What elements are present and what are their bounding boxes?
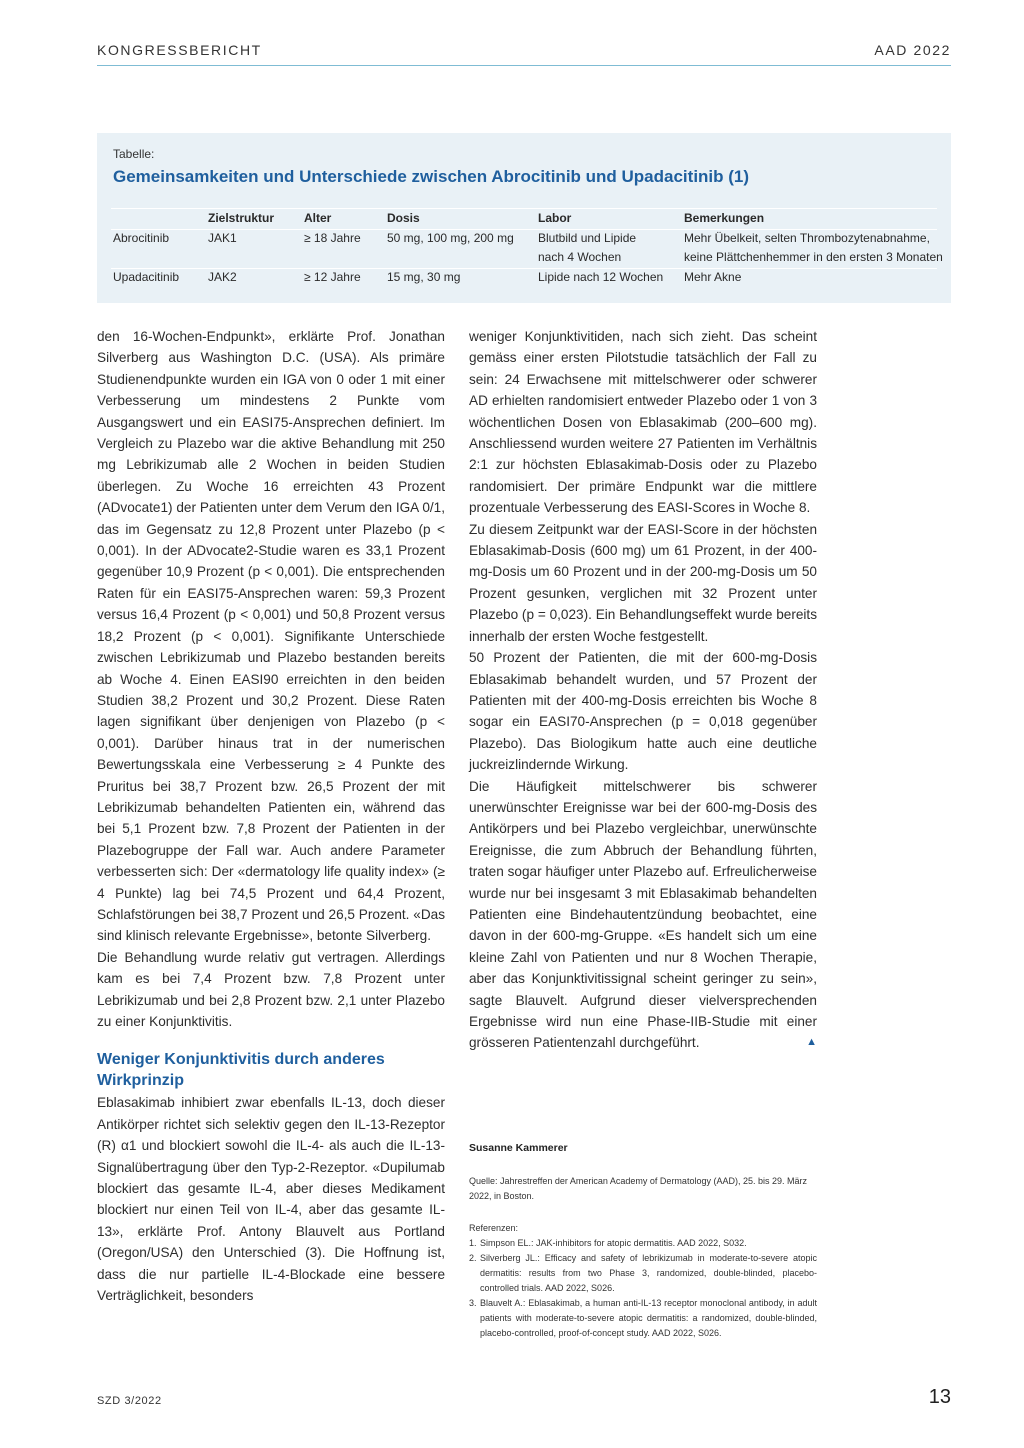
references-heading: Referenzen: [469, 1223, 519, 1233]
reference-text: Simpson EL.: JAK-inhibitors for atopic dermatitis. AAD 2022, S032. [480, 1238, 747, 1248]
col-header-target: Zielstruktur [208, 211, 275, 225]
section-subheading: Weniger Konjunktivitis durch anderes Wirkprinzip [97, 1051, 385, 1090]
reference-number: 1. [469, 1238, 477, 1248]
col-header-age: Alter [304, 211, 332, 225]
reference-item [469, 1251, 817, 1296]
paragraph: Eblasakimab inhibiert zwar ebenfalls IL-13, doch dieser Antikörper richtet sich selektiv gegen den IL-13-Rezeptor (R) α1 und blockiert sowohl die IL-4- als auch die IL-13-Signalübertragung über den Typ-2-Rezeptor. «Dupilumab blockiert das gesamte IL-4, aber dieses Medikament blockiert nur einen Teil von IL-4, aber das gesamte IL-13», erklärte Prof. Antony Blauvelt aus Portland (Oregon/USA) den Unterschied (3). Die Hoffnung ist, dass die nur partielle IL-4-Blockade eine bessere Verträglichkeit, besonders [97, 1095, 445, 1304]
body-column-right [469, 326, 817, 1054]
reference-text: Blauvelt A.: Eblasakimab, a human anti-IL-13 receptor monoclonal antibody, in adult patients with moderate-to-severe atopic dermatitis: a randomized, double-blinded, placebo-controlled, proof-of-concept study. AAD 2022, S026. [480, 1298, 817, 1338]
table-cell-remarks: keine Plättchenhemmer in den ersten 3 Monaten [684, 250, 943, 264]
author-name: Susanne Kammerer [469, 1142, 568, 1154]
col-header-lab: Labor [538, 211, 572, 225]
congress-label: AAD 2022 [874, 42, 951, 58]
col-header-dose: Dosis [387, 211, 420, 225]
table-cell-lab: Lipide nach 12 Wochen [538, 270, 664, 284]
paragraph: Zu diesem Zeitpunkt war der EASI-Score in der höchsten Eblasakimab-Dosis (600 mg) um 61 Prozent, in der 400-mg-Dosis um 60 Prozent und in der 200-mg-Dosis um 50 Prozent gesunken, verglichen mit 32 Prozent unter Plazebo (p = 0,023). Ein Behandlungseffekt wurde bereits innerhalb der ersten Woche festgestellt. [469, 521, 817, 644]
table-cell-age: ≥ 12 Jahre [304, 270, 361, 284]
table-cell-dose: 50 mg, 100 mg, 200 mg [387, 231, 514, 245]
journal-issue: SZD 3/2022 [97, 1395, 162, 1407]
reference-text: Silverberg JL.: Efficacy and safety of lebrikizumab in moderate-to-severe atopic dermatitis: results from two Phase 3, randomized, double-blinded, placebo-controlled trials. AAD 2022, S026. [480, 1253, 817, 1293]
reference-number: 3. [469, 1298, 477, 1308]
paragraph: 50 Prozent der Patienten, die mit der 600-mg-Dosis Eblasakimab behandelt wurden, und 57 Prozent der Patienten mit der 400-mg-Dosis erreichten bis Woche 8 sogar ein EASI70-Ansprechen (p = 0,018 gegenüber Plazebo). Das Biologikum hatte auch eine deutliche juckreizlindernde Wirkung. [469, 650, 817, 773]
table-cell-target: JAK2 [208, 270, 237, 284]
references-list [469, 1236, 817, 1341]
paragraph: den 16-Wochen-Endpunkt», erklärte Prof. Jonathan Silverberg aus Washington D.C. (USA). Als primäre Studienendpunkte wurden ein IGA von 0 oder 1 mit einer Verbesserung um mindestens 2 Punkte vom Ausgangswert und ein EASI75-Ansprechen definiert. Im Vergleich zu Plazebo war die aktive Behandlung mit 250 mg Lebrikizumab alle 2 Wochen in beiden Studien überlegen. Zu Woche 16 erreichten 43 Prozent (ADvocate1) der Patienten unter dem Verum den IGA 0/1, das im Gegensatz zu 12,8 Prozent unter Plazebo (p < 0,001). In der ADvocate2-Studie waren es 33,1 Prozent gegenüber 10,9 Prozent (p < 0,001). Die entsprechenden Raten für ein EASI75-Ansprechen waren: 59,3 Prozent versus 16,4 Prozent (p < 0,001) und 50,8 Prozent versus 18,2 Prozent (p < 0,001). Signifikante Unterschiede zwischen Lebrikizumab und Plazebo bestanden bereits ab Woche 4. Einen EASI90 erreichten in den beiden Studien 38,2 Prozent und 30,2 Prozent. Diese Raten lagen signifikant über denjenigen von Plazebo (p < 0,001). Darüber hinaus trat in der numerischen Bewertungsskala eine Verbesserung ≥ 4 Punkte des Pruritus bei 38,7 Prozent bzw. 26,5 Prozent der mit Lebrikizumab behandelten Patienten ein, während das bei 5,1 Prozent bzw. 7,8 Prozent der Patienten in der Plazebogruppe der Fall war. Auch andere Parameter verbesserten sich: Der «dermatology life quality index» (≥ 4 Punkte) lag bei 74,5 Prozent und 64,4 Prozent, Schlafstörungen bei 38,7 Prozent und 26,5 Prozent. «Das sind klinisch relevante Ergebnisse», betonte Silverberg. [97, 329, 445, 944]
body-column-left [97, 326, 445, 1306]
source-note: Quelle: Jahrestreffen der American Academy of Dermatology (AAD), 25. bis 29. März 2022, in Boston. [469, 1176, 807, 1201]
reference-item [469, 1296, 817, 1341]
table-cell-age: ≥ 18 Jahre [304, 231, 361, 245]
end-triangle-icon: ▲ [806, 1036, 817, 1049]
paragraph-text: Die Häufigkeit mittelschwerer bis schwerer unerwünschter Ereignisse war bei der 600-mg-Dosis des Antikörpers und bei Plazebo vergleichbar, unerwünschte Ereignisse, die zum Abbruch der Behandlung führten, traten sogar häufiger unter Plazebo auf. Erfreulicherweise wurde nur bei insgesamt 3 mit Eblasakimab behandelten Patienten eine Bindehautentzündung beobachtet, eine davon in der 600-mg-Gruppe. «Es handelt sich um eine kleine Zahl von Patienten und nur 8 Wochen Therapie, aber das Konjunktivitissignal scheint geringer zu sein», sagte Blauvelt. Aufgrund dieser vielversprechenden Ergebnisse wird nun eine Phase-IIB-Studie mit einer grösseren Patientenzahl durchgeführt. [469, 778, 817, 1051]
references [469, 1221, 817, 1341]
paragraph: weniger Konjunktivitiden, nach sich zieht. Das scheint gemäss einer ersten Pilotstudie tatsächlich der Fall zu sein: 24 Erwachsene mit mittelschwerer oder schwerer AD erhielten randomisiert entweder Plazebo oder 1 von 3 wöchentlichen Dosen von Eblasakimab (200–600 mg). Anschliessend wurden weitere 27 Patienten im Verhältnis 2:1 zur höchsten Eblasakimab-Dosis oder zu Plazebo randomisiert. Der primäre Endpunkt war die mittlere prozentuale Verbesserung des EASI-Scores in Woche 8. [469, 329, 817, 516]
table-caption: Tabelle: [113, 147, 155, 161]
table-cell-lab: Blutbild und Lipide [538, 231, 637, 245]
page-number: 13 [928, 1386, 951, 1408]
table-cell-dose: 15 mg, 30 mg [387, 270, 461, 284]
paragraph-final [469, 776, 817, 1054]
table-cell-remarks: Mehr Übelkeit, selten Thrombozytenabnahme, [684, 231, 930, 245]
col-header-remarks: Bemerkungen [684, 211, 765, 225]
table-cell-drug: Upadacitinib [113, 270, 180, 284]
table-cell-remarks: Mehr Akne [684, 270, 742, 284]
paragraph: Die Behandlung wurde relativ gut vertragen. Allerdings kam es bei 7,4 Prozent bzw. 7,8 Prozent unter Lebrikizumab und bei 2,8 Prozent bzw. 2,1 unter Plazebo zu einer Konjunktivitis. [97, 949, 445, 1029]
section-label: KONGRESSBERICHT [97, 42, 262, 58]
reference-number: 2. [469, 1253, 477, 1263]
running-header [97, 40, 951, 66]
table-box [97, 133, 951, 303]
reference-item [469, 1236, 817, 1251]
table-cell-lab: nach 4 Wochen [538, 250, 622, 264]
table-cell-drug: Abrocitinib [113, 231, 170, 245]
table-title: Gemeinsamkeiten und Unterschiede zwischen Abrocitinib und Upadacitinib (1) [113, 167, 750, 186]
table-cell-target: JAK1 [208, 231, 237, 245]
